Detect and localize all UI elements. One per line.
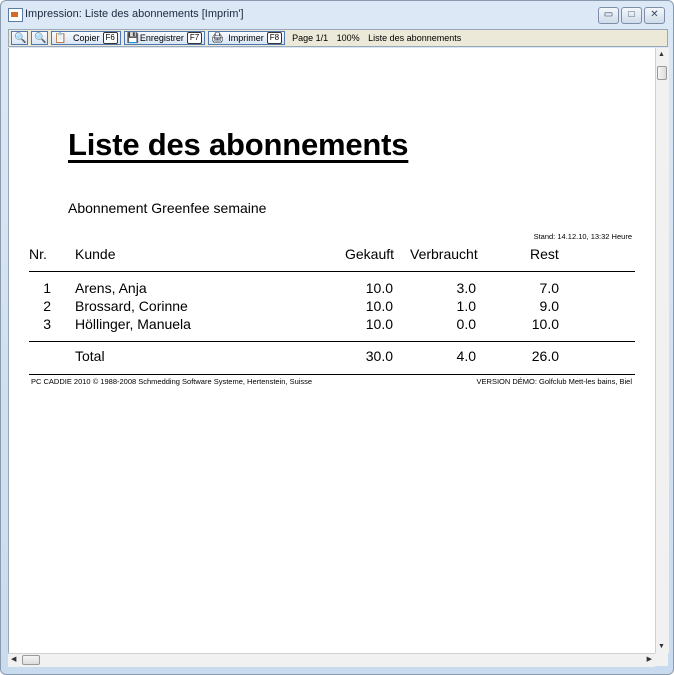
vertical-scrollbar[interactable] [655, 48, 669, 653]
document-preview [8, 48, 656, 653]
total-divider [29, 341, 635, 342]
row-verbraucht: 3.0 [456, 280, 476, 296]
version-footer: VERSION DÉMO: Golfclub Mett-les bains, Biel [476, 377, 632, 386]
save-label: Enregistrer [139, 33, 184, 43]
page-indicator: Page 1/1 [292, 33, 329, 43]
copyright-footer: PC CADDIE 2010 © 1988-2008 Schmedding Software Systeme, Hertenstein, Suisse [31, 377, 313, 386]
horizontal-scrollbar[interactable] [8, 653, 655, 667]
scroll-up-icon[interactable]: ▲ [658, 51, 665, 58]
footer-divider [29, 374, 635, 375]
zoom-in-icon: 🔍 [14, 32, 27, 44]
window-controls [598, 7, 665, 24]
minimize-button[interactable]: ▭ [598, 7, 619, 24]
total-gekauft: 30.0 [365, 348, 393, 364]
header-divider [29, 271, 635, 272]
scroll-down-icon[interactable]: ▼ [658, 643, 665, 650]
row-kunde: Höllinger, Manuela [75, 316, 191, 332]
save-shortcut: F7 [187, 32, 202, 44]
total-label: Total [75, 348, 105, 364]
row-rest: 9.0 [539, 298, 559, 314]
print-shortcut: F8 [267, 32, 282, 44]
report-timestamp: Stand: 14.12.10, 13:32 Heure [533, 232, 632, 241]
column-header-nr: Nr. [29, 246, 47, 262]
document-name: Liste des abonnements [368, 33, 462, 43]
window-title: Impression: Liste des abonnements [Imprim'] [25, 8, 244, 20]
close-button[interactable]: ✕ [644, 7, 665, 24]
report-page [9, 48, 656, 653]
zoom-level: 100% [336, 33, 360, 43]
zoom-out-icon: 🔍 [34, 32, 47, 44]
zoom-in-button[interactable] [11, 31, 28, 45]
copy-icon: 📋 [54, 32, 67, 44]
scroll-right-icon[interactable]: ▶ [646, 656, 652, 663]
scroll-left-icon[interactable]: ◀ [11, 656, 17, 663]
row-rest: 7.0 [539, 280, 559, 296]
copy-button[interactable] [51, 31, 121, 45]
floppy-disk-icon: 💾 [126, 32, 140, 44]
preview-status [292, 33, 467, 43]
print-label: Imprimer [228, 33, 264, 43]
row-gekauft: 10.0 [365, 280, 393, 296]
horizontal-scroll-thumb[interactable] [22, 655, 40, 665]
report-title: Liste des abonnements [68, 127, 409, 162]
row-nr: 2 [43, 298, 51, 314]
maximize-button[interactable]: □ [621, 7, 642, 24]
toolbar [8, 29, 668, 47]
row-kunde: Arens, Anja [75, 280, 147, 296]
row-gekauft: 10.0 [365, 298, 393, 314]
printer-icon: 🖨 [211, 32, 224, 44]
row-nr: 1 [43, 280, 51, 296]
print-button[interactable] [208, 31, 285, 45]
column-header-verbraucht: Verbraucht [410, 246, 478, 262]
row-nr: 3 [43, 316, 51, 332]
app-icon [8, 8, 23, 22]
column-header-gekauft: Gekauft [345, 246, 395, 262]
column-header-kunde: Kunde [75, 246, 116, 262]
total-rest: 26.0 [531, 348, 559, 364]
zoom-out-button[interactable] [31, 31, 48, 45]
save-button[interactable] [124, 31, 205, 45]
resize-grip-icon[interactable] [655, 653, 668, 666]
row-kunde: Brossard, Corinne [75, 298, 188, 314]
row-verbraucht: 0.0 [456, 316, 476, 332]
copy-label: Copier [73, 33, 100, 43]
row-verbraucht: 1.0 [456, 298, 476, 314]
row-rest: 10.0 [531, 316, 559, 332]
copy-shortcut: F6 [103, 32, 118, 44]
column-header-rest: Rest [530, 246, 559, 262]
title-bar[interactable] [1, 1, 673, 27]
report-subtitle: Abonnement Greenfee semaine [68, 200, 267, 216]
vertical-scroll-thumb[interactable] [657, 66, 667, 80]
total-verbraucht: 4.0 [456, 348, 476, 364]
row-gekauft: 10.0 [365, 316, 393, 332]
